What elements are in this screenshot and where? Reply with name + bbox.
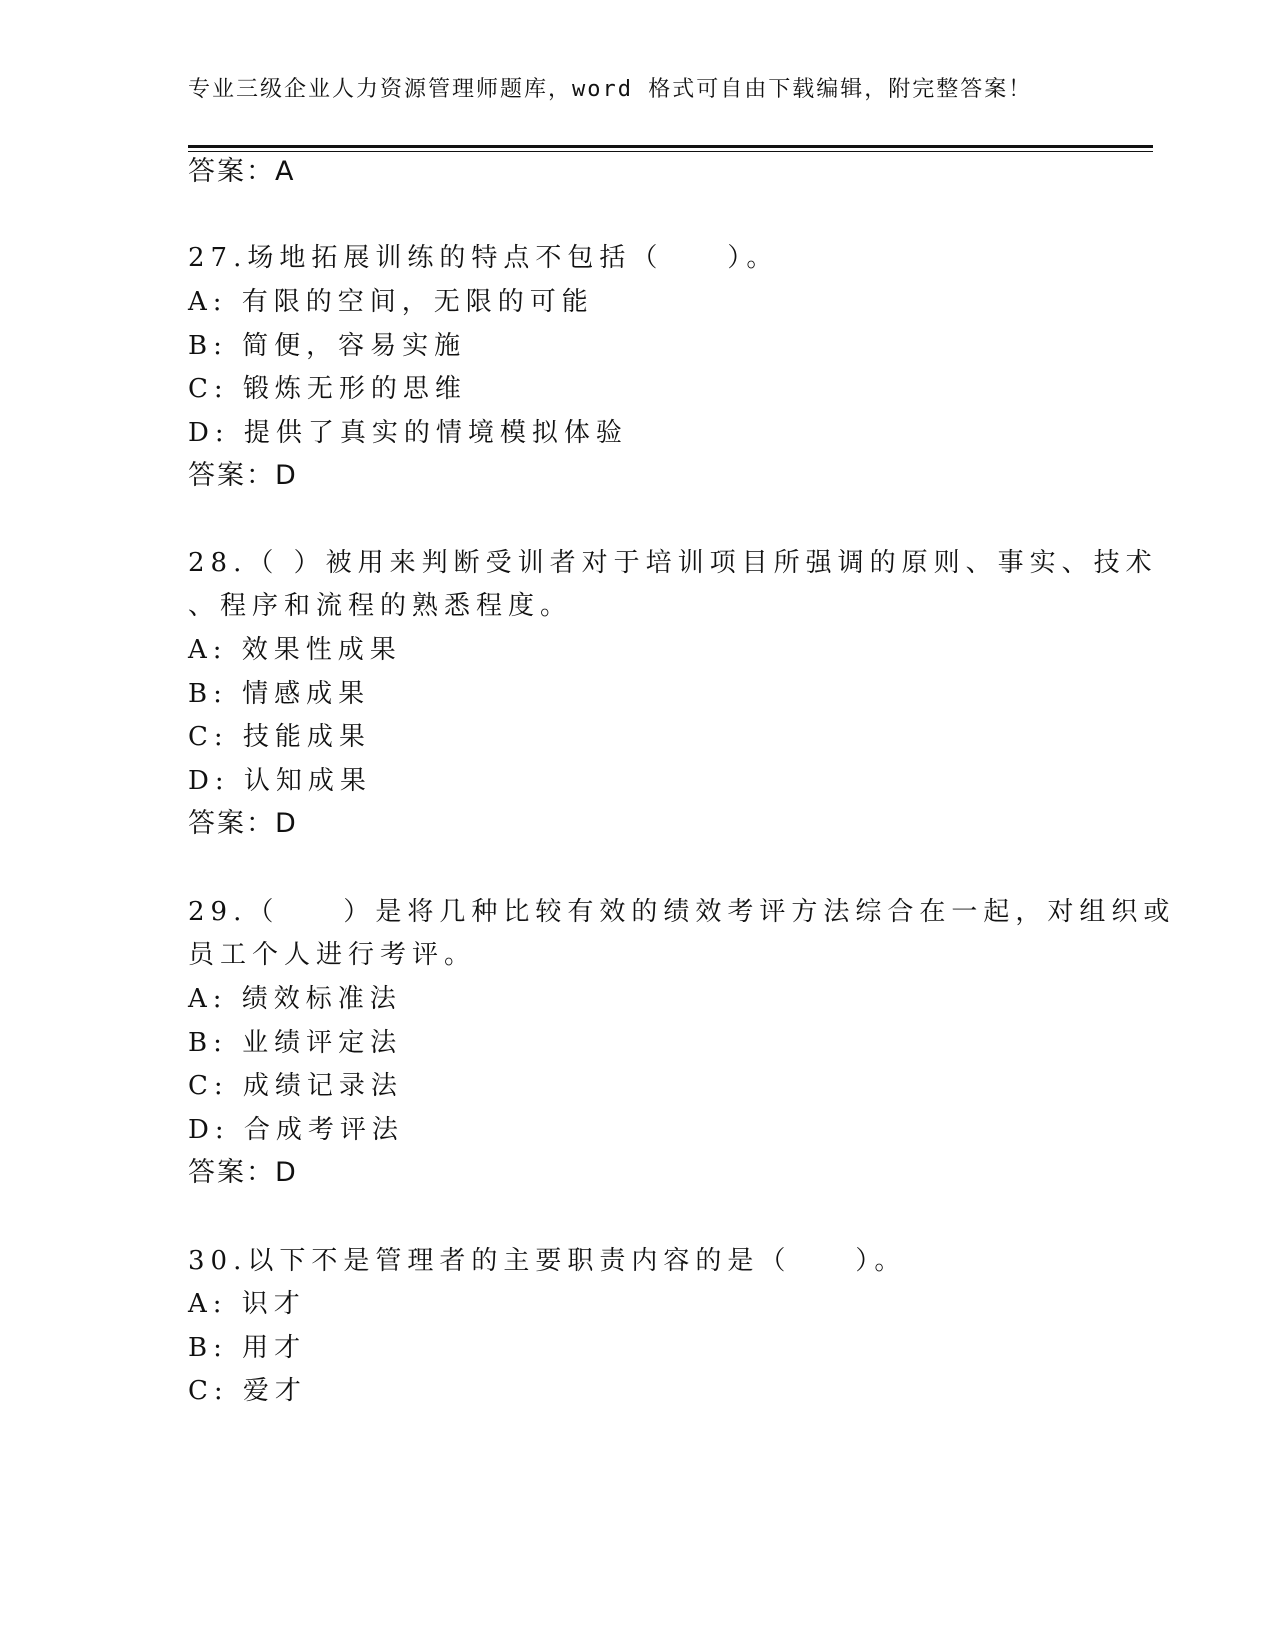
question-30-stem: 30.以下不是管理者的主要职责内容的是（ ）。 [188,1246,907,1276]
header-rule-thick [188,145,1153,148]
question-27-option-d: D: 提供了真实的情境模拟体验 [188,418,628,448]
question-28-stem-line-2: 、程序和流程的熟悉程度。 [188,591,573,621]
question-30-option-c: C: 爱才 [188,1376,307,1406]
page-header: 专业三级企业人力资源管理师题库，word 格式可自由下载编辑，附完整答案！ [188,77,1033,102]
question-28-answer: 答案：D [188,808,298,839]
question-28-stem-line-1: 28.（ ）被用来判断受训者对于培训项目所强调的原则、事实、技术 [188,548,1158,578]
question-29-option-c: C: 成绩记录法 [188,1071,403,1101]
header-rule-thin [188,151,1153,152]
question-29-stem-line-2: 员工个人进行考评。 [188,940,477,970]
question-27-option-c: C: 锻炼无形的思维 [188,374,467,404]
question-30-option-b: B: 用才 [188,1333,307,1363]
question-29-stem-line-1: 29.（ ）是将几种比较有效的绩效考评方法综合在一起，对组织或 [188,897,1176,927]
question-27-option-a: A: 有限的空间，无限的可能 [188,287,594,317]
question-28-option-c: C: 技能成果 [188,722,371,752]
question-29-option-d: D: 合成考评法 [188,1115,404,1145]
question-28-option-b: B: 情感成果 [188,679,371,709]
question-29-option-a: A: 绩效标准法 [188,984,402,1014]
question-28-option-a: A: 效果性成果 [188,635,402,665]
question-27-stem: 27.场地拓展训练的特点不包括（ ）。 [188,243,779,273]
question-28-option-d: D: 认知成果 [188,766,372,796]
question-30-option-a: A: 识才 [188,1289,306,1319]
question-29-answer: 答案：D [188,1157,298,1188]
question-29-option-b: B: 业绩评定法 [188,1028,403,1058]
question-27-answer: 答案：D [188,460,298,491]
question-27-option-b: B: 简便，容易实施 [188,331,467,361]
previous-answer: 答案：A [188,156,296,187]
